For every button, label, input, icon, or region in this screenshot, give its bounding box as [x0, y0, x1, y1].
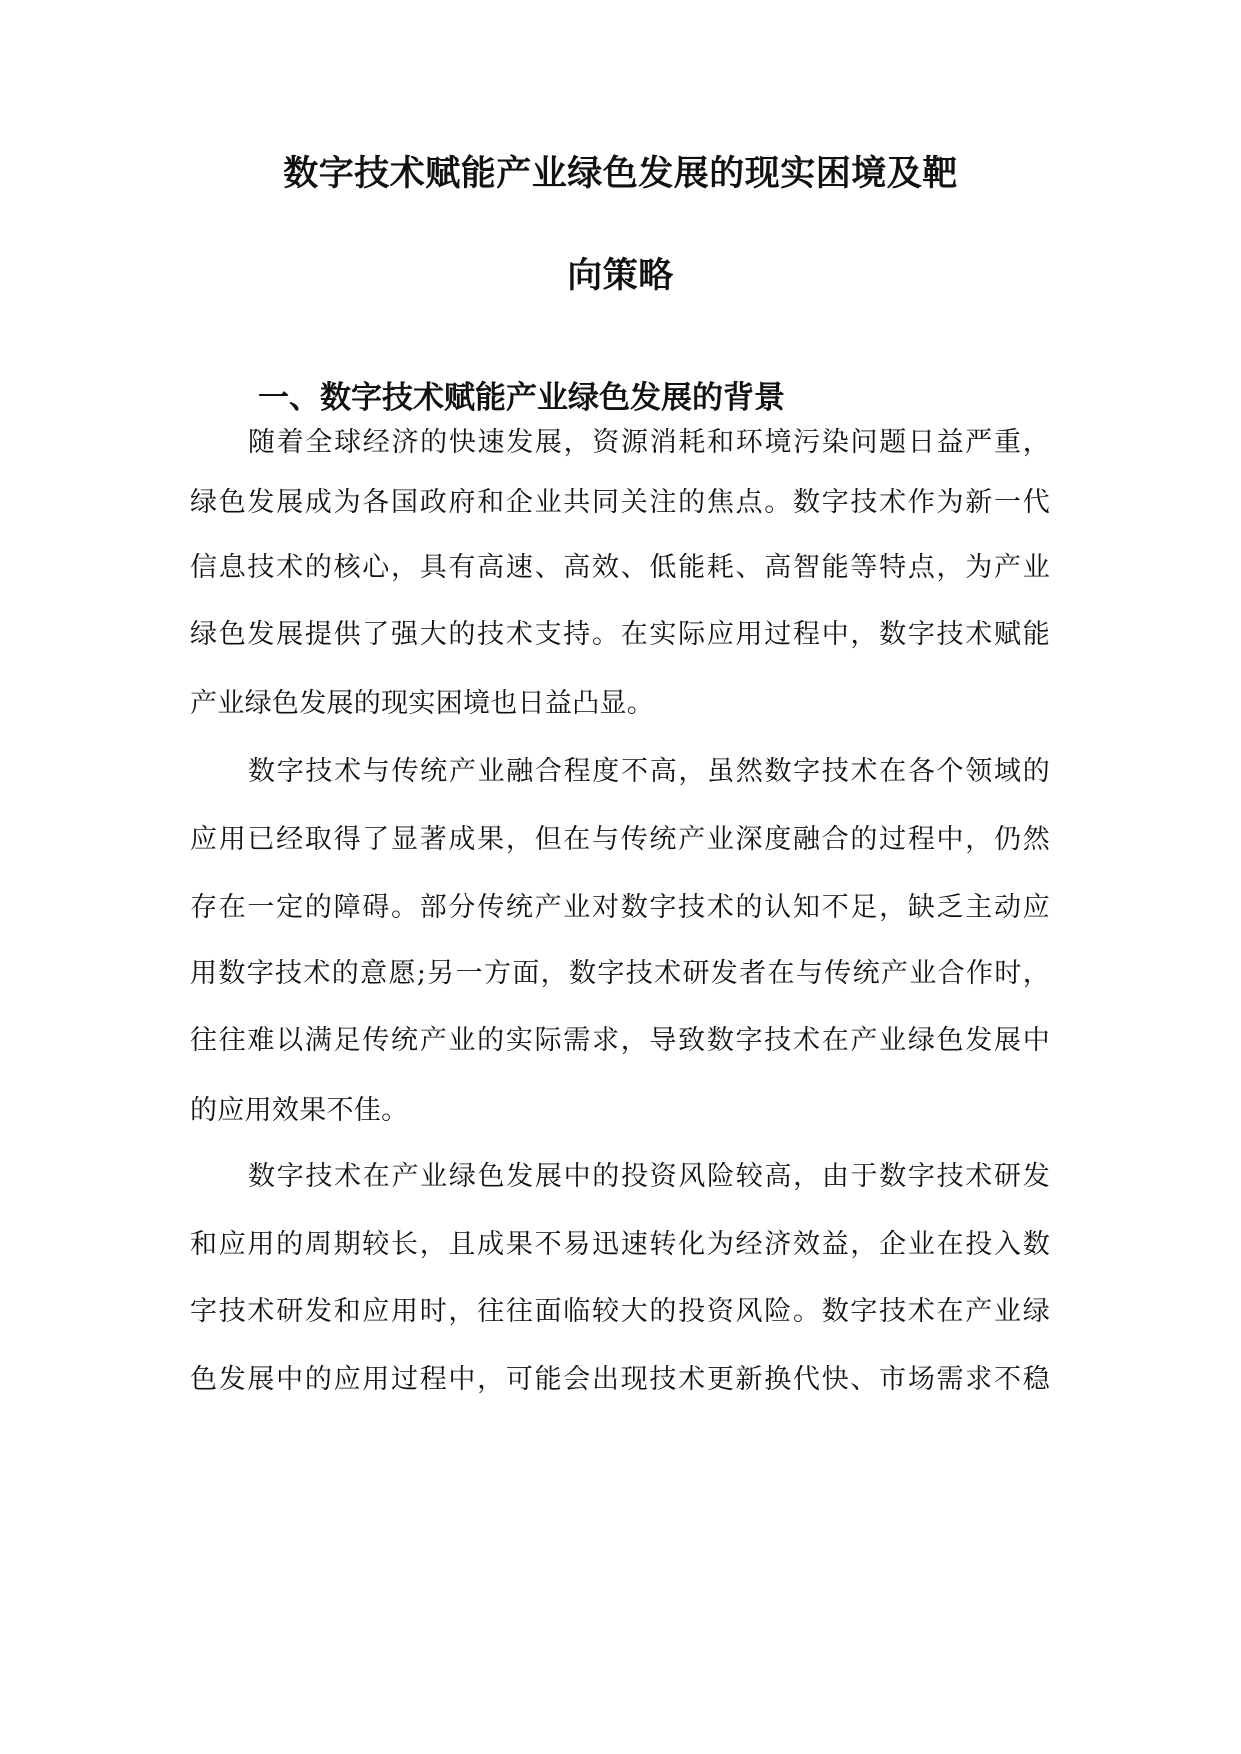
paragraph-line: 色发展中的应用过程中，可能会出现技术更新换代快、市场需求不稳 — [190, 1364, 1050, 1395]
paragraph-line: 应用已经取得了显著成果，但在与传统产业深度融合的过程中，仍然 — [190, 824, 1050, 855]
paragraph-line: 产业绿色发展的现实困境也日益凸显。 — [190, 688, 655, 719]
paragraph-line: 绿色发展成为各国政府和企业共同关注的焦点。数字技术作为新一代 — [190, 487, 1050, 518]
paragraph-line: 绿色发展提供了强大的技术支持。在实际应用过程中，数字技术赋能 — [190, 619, 1050, 650]
section-heading: 一、数字技术赋能产业绿色发展的背景 — [258, 380, 785, 416]
document-title-line-1: 数字技术赋能产业绿色发展的现实困境及靶 — [283, 154, 958, 194]
paragraph-line: 字技术研发和应用时，往往面临较大的投资风险。数字技术在产业绿 — [190, 1296, 1050, 1327]
paragraph-line: 数字技术在产业绿色发展中的投资风险较高，由于数字技术研发 — [248, 1161, 1050, 1192]
paragraph-line: 数字技术与传统产业融合程度不高，虽然数字技术在各个领域的 — [248, 756, 1050, 787]
paragraph-line: 信息技术的核心，具有高速、高效、低能耗、高智能等特点，为产业 — [190, 552, 1050, 583]
paragraph-line: 随着全球经济的快速发展，资源消耗和环境污染问题日益严重， — [248, 427, 1050, 458]
paragraph-line: 用数字技术的意愿;另一方面，数字技术研发者在与传统产业合作时， — [190, 958, 1050, 989]
paragraph-line: 的应用效果不佳。 — [190, 1095, 409, 1126]
paragraph-line: 和应用的周期较长，且成果不易迅速转化为经济效益，企业在投入数 — [190, 1229, 1050, 1260]
document-title-line-2: 向策略 — [567, 256, 674, 296]
paragraph-line: 往往难以满足传统产业的实际需求，导致数字技术在产业绿色发展中 — [190, 1025, 1050, 1056]
paragraph-line: 存在一定的障碍。部分传统产业对数字技术的认知不足，缺乏主动应 — [190, 892, 1050, 923]
